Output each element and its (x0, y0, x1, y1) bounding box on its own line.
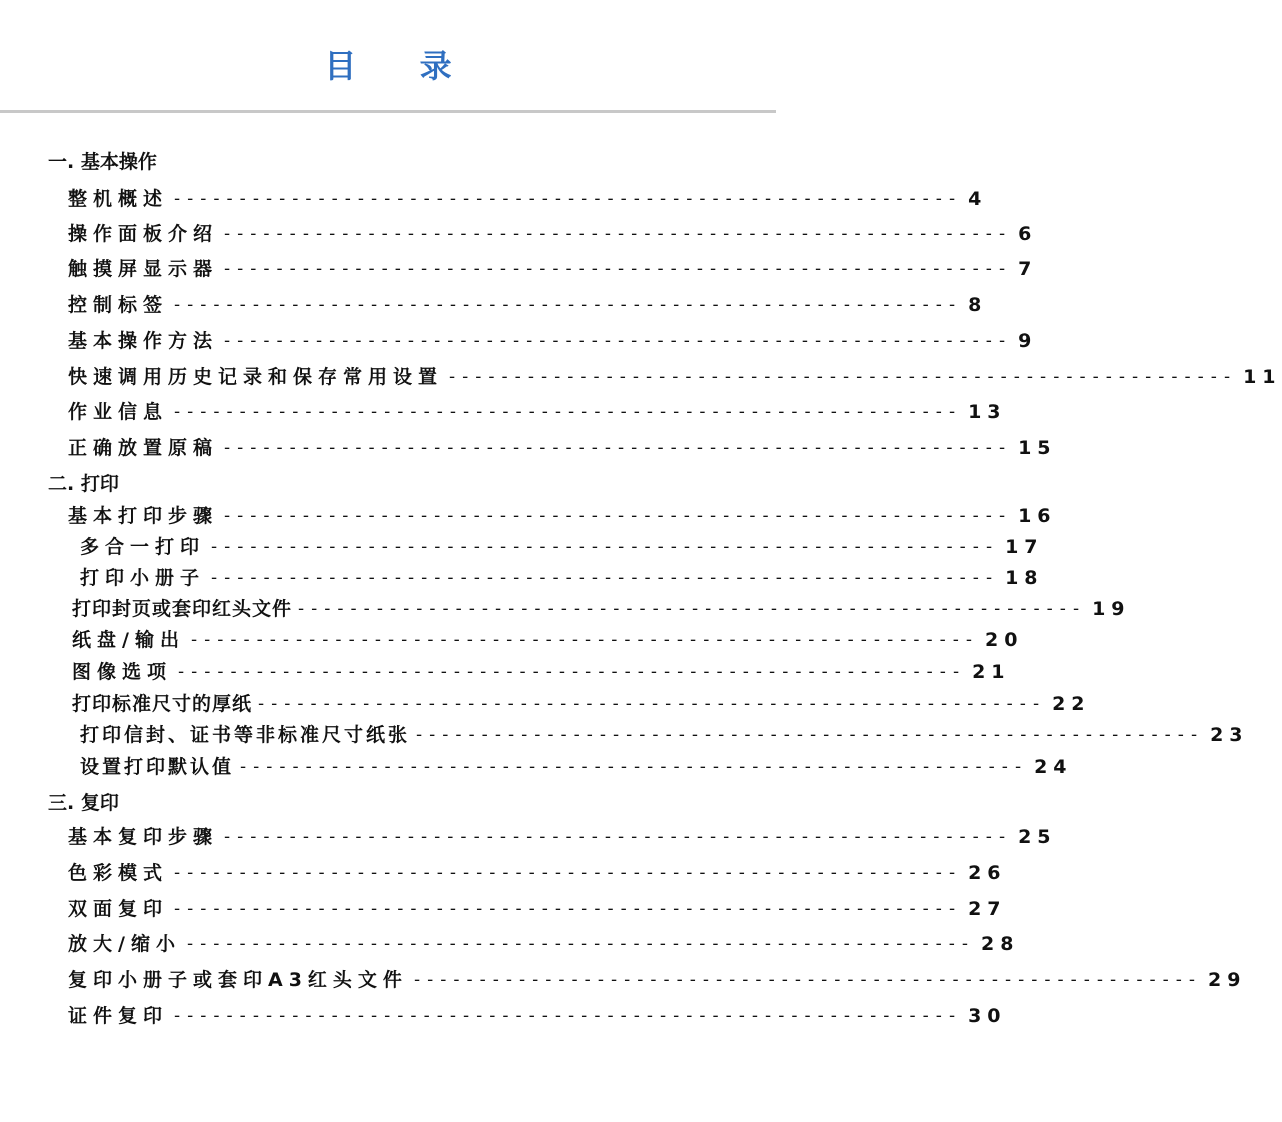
dot-leader: ------------------------------------------------------------ (224, 331, 1013, 351)
toc-entry-page: 25 (1018, 826, 1057, 848)
toc-entry-label: 正确放置原稿 (68, 437, 219, 459)
dot-leader: ------------------------------------------------------------ (174, 1006, 963, 1026)
toc-entry-page: 27 (968, 898, 1007, 920)
toc-entry-label: 设置打印默认值 (80, 756, 235, 778)
toc-entry-page: 23 (1210, 724, 1249, 746)
toc-entry-page: 9 (1018, 330, 1038, 352)
toc-entry-label: 触摸屏显示器 (68, 258, 219, 280)
toc-entry-label: 控制标签 (68, 294, 169, 316)
toc-entry[interactable] (72, 627, 1024, 653)
toc-entry-label: 打印标准尺寸的厚纸 (72, 693, 253, 715)
toc-entry-label: 打印信封、证书等非标准尺寸纸张 (80, 724, 411, 746)
dot-leader: ------------------------------------------------------------ (211, 568, 1000, 588)
toc-entry-label: 纸盘/输出 (72, 629, 185, 651)
toc-entry[interactable] (68, 364, 1282, 390)
toc-entry[interactable] (68, 860, 1007, 886)
toc-entry[interactable] (68, 435, 1057, 461)
dot-leader: ------------------------------------------------------------ (211, 537, 1000, 557)
toc-entry[interactable] (68, 896, 1007, 922)
toc-entry-page: 13 (968, 401, 1007, 423)
toc-entry-label: 整机概述 (68, 188, 169, 210)
toc-entry-label: 证件复印 (68, 1005, 169, 1027)
toc-entry-label: 多合一打印 (80, 536, 206, 558)
toc-entry[interactable] (68, 1003, 1007, 1029)
page-title: 目 录 (324, 47, 478, 85)
toc-entry-page: 19 (1092, 598, 1131, 620)
toc-entry-page: 28 (981, 933, 1020, 955)
toc-entry[interactable] (68, 399, 1007, 425)
toc-entry-page: 6 (1018, 223, 1038, 245)
toc-entry-page: 4 (968, 188, 988, 210)
toc-entry-label: 打印小册子 (80, 567, 206, 589)
toc-entry-label: 基本打印步骤 (68, 505, 219, 527)
toc-entry-label: 图像选项 (72, 661, 173, 683)
title-divider (0, 110, 776, 113)
toc-entry[interactable] (80, 534, 1044, 560)
toc-entry[interactable] (68, 967, 1247, 993)
dot-leader: ------------------------------------------------------------ (186, 934, 976, 954)
toc-entry-label: 快速调用历史记录和保存常用设置 (68, 366, 444, 388)
toc-entry-page: 29 (1208, 969, 1247, 991)
dot-leader: ------------------------------------------------------------ (416, 725, 1205, 745)
dot-leader: ------------------------------------------------------------ (224, 224, 1013, 244)
toc-entry[interactable] (68, 503, 1057, 529)
toc-entry[interactable] (80, 565, 1044, 591)
toc-entry[interactable] (68, 221, 1038, 247)
dot-leader: ------------------------------------------------------------ (174, 899, 963, 919)
toc-entry-page: 26 (968, 862, 1007, 884)
dot-leader: ------------------------------------------------------------ (224, 506, 1013, 526)
toc-entry-label: 放大/缩小 (68, 933, 181, 955)
toc-entry-page: 11 (1243, 366, 1282, 388)
toc-entry-page: 16 (1018, 505, 1057, 527)
toc-entry-label: 作业信息 (68, 401, 169, 423)
dot-leader: ------------------------------------------------------------ (174, 402, 963, 422)
section-heading-basic-operations: 一. 基本操作 (48, 151, 157, 173)
toc-entry[interactable] (68, 328, 1038, 354)
dot-leader: ------------------------------------------------------------ (413, 970, 1202, 990)
section-heading-print: 二. 打印 (48, 473, 119, 495)
toc-entry-page: 18 (1005, 567, 1044, 589)
toc-entry-page: 24 (1034, 756, 1073, 778)
dot-leader: ------------------------------------------------------------ (258, 694, 1047, 714)
dot-leader: ------------------------------------------------------------ (224, 827, 1013, 847)
dot-leader: ------------------------------------------------------------ (174, 189, 963, 209)
toc-entry-page: 30 (968, 1005, 1007, 1027)
dot-leader: ------------------------------------------------------------ (240, 757, 1029, 777)
toc-entry-page: 17 (1005, 536, 1044, 558)
toc-entry-page: 7 (1018, 258, 1038, 280)
toc-entry[interactable] (72, 659, 1011, 685)
dot-leader: ------------------------------------------------------------ (178, 662, 967, 682)
toc-entry-label: 双面复印 (68, 898, 169, 920)
toc-entry-label: 基本操作方法 (68, 330, 219, 352)
toc-entry-page: 22 (1052, 693, 1091, 715)
toc-entry[interactable] (80, 722, 1249, 748)
dot-leader: ------------------------------------------------------------ (190, 630, 980, 650)
toc-entry[interactable] (72, 596, 1131, 622)
toc-entry[interactable] (68, 931, 1020, 957)
toc-entry[interactable] (68, 256, 1038, 282)
toc-entry-page: 15 (1018, 437, 1057, 459)
toc-entry-label: 复印小册子或套印A3红头文件 (68, 969, 408, 991)
toc-entry-label: 打印封页或套印红头文件 (72, 598, 293, 620)
toc-entry-label: 操作面板介绍 (68, 223, 219, 245)
toc-entry[interactable] (72, 691, 1091, 717)
dot-leader: ------------------------------------------------------------ (174, 863, 963, 883)
toc-entry[interactable] (68, 292, 988, 318)
toc-entry[interactable] (80, 754, 1073, 780)
dot-leader: ------------------------------------------------------------ (298, 599, 1087, 619)
dot-leader: ------------------------------------------------------------ (449, 367, 1238, 387)
toc-entry[interactable] (68, 824, 1057, 850)
dot-leader: ------------------------------------------------------------ (174, 295, 963, 315)
toc-entry-page: 8 (968, 294, 988, 316)
toc-entry[interactable] (68, 186, 988, 212)
toc-entry-page: 20 (985, 629, 1024, 651)
section-heading-copy: 三. 复印 (48, 792, 119, 814)
dot-leader: ------------------------------------------------------------ (224, 438, 1013, 458)
dot-leader: ------------------------------------------------------------ (224, 259, 1013, 279)
toc-entry-label: 基本复印步骤 (68, 826, 219, 848)
toc-entry-page: 21 (972, 661, 1011, 683)
toc-entry-label: 色彩模式 (68, 862, 169, 884)
